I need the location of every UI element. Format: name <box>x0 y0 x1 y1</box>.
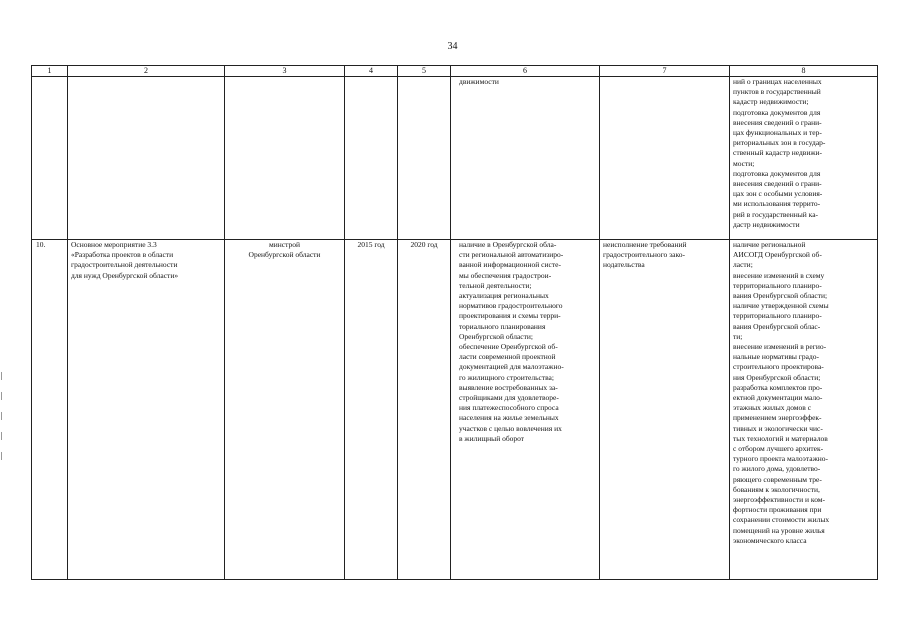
cell-event <box>68 77 225 240</box>
text-line: неисполнение требований <box>603 240 687 249</box>
page-number: 34 <box>447 41 458 52</box>
text-line: фортности проживания при <box>733 505 822 515</box>
text-line: подготовка документов для <box>733 107 821 117</box>
end-year: 2020 год <box>410 240 438 249</box>
text-line: наличие региональной <box>733 240 806 249</box>
text-line: подготовка документов для <box>733 168 821 178</box>
cell-end <box>398 240 451 580</box>
text-line: строительного проектирова- <box>733 362 824 372</box>
text-line: разработка комплектов про- <box>733 382 823 392</box>
text-line: нальные нормативы градо- <box>733 352 820 362</box>
header-col-3: 3 <box>225 66 345 77</box>
text-line: го жилищного строительства; <box>459 372 554 382</box>
header-col-2: 2 <box>68 66 225 77</box>
text-line: Основное мероприятие 3.3 <box>71 240 157 249</box>
text-line: нодательства <box>603 260 645 270</box>
text-line: АИСОГД Оренбургской об- <box>733 250 822 260</box>
header-col-4: 4 <box>345 66 398 77</box>
table-row-10 <box>32 240 878 580</box>
program-table-container <box>31 65 877 580</box>
text-line: ния платежеспособного спроса <box>459 403 559 413</box>
text-line: цах функциональных и тер- <box>733 128 822 138</box>
header-col-8: 8 <box>730 66 878 77</box>
text-line: документацией для малоэтажно- <box>459 362 564 372</box>
text-line: тых технологий и материалов <box>733 433 828 443</box>
text-line: проектирования и схемы терри- <box>459 311 561 321</box>
text-line: тивных и экологически чис- <box>733 423 823 433</box>
text-line: помещений на уровне жилья <box>733 525 825 535</box>
text-line: рий в государственный ка- <box>733 209 819 219</box>
text-line: турного проекта малоэтажно- <box>733 454 829 464</box>
text-line: ториального планирования <box>459 321 546 331</box>
text-line: тельной деятельности; <box>459 280 532 290</box>
text-line: «Разработка проектов в области <box>71 250 174 260</box>
text-line: мости; <box>733 158 755 168</box>
text-line: наличие утвержденной схемы <box>733 301 829 311</box>
text-line: нормативов градостроительного <box>459 301 563 311</box>
text-line: территориального планиро- <box>733 311 822 321</box>
text-line: ряющего современным тре- <box>733 474 822 484</box>
text-line: участков с целью вовлечения их <box>459 423 562 433</box>
text-line: минстрой <box>269 240 300 249</box>
scan-edge-marks <box>0 360 3 590</box>
text-line: пунктов в государственный <box>733 87 821 97</box>
cell-consequences <box>600 240 730 580</box>
cell-executor <box>225 77 345 240</box>
text-line: экономического класса <box>733 535 807 545</box>
text-line: ласти современной проектной <box>459 352 556 362</box>
cell-result <box>451 77 600 240</box>
text-line: внесение изменений в схему <box>733 270 825 280</box>
text-line: внесения сведений о грани- <box>733 117 822 127</box>
header-col-1: 1 <box>32 66 68 77</box>
cell-executor <box>225 240 345 580</box>
text-line: ласти; <box>733 260 753 270</box>
text-line: вания Оренбургской области; <box>733 291 828 301</box>
text-line: кадастр недвижимости; <box>733 97 809 107</box>
text-line: градостроительной деятельности <box>71 260 178 270</box>
text-line: го жилого дома, удовлетво- <box>733 464 821 474</box>
text-line: применением энергоэффек- <box>733 413 822 423</box>
text-line: выявление востребованных за- <box>459 382 558 392</box>
text-line: дастр недвижимости <box>733 219 800 229</box>
cell-start <box>345 240 398 580</box>
text-line: мы обеспечения градострои- <box>459 270 552 280</box>
text-line: ния Оренбургской области; <box>733 372 821 382</box>
cell-event <box>68 240 225 580</box>
text-line: внесения сведений о грани- <box>733 179 822 189</box>
text-line: этажных жилых домов с <box>733 403 812 413</box>
text-line: Оренбургской области <box>248 250 321 260</box>
text-line: ний о границах населенных <box>733 77 822 86</box>
text-line: с отбором лучшего архитек- <box>733 444 824 454</box>
cell-indicator-link <box>730 77 878 240</box>
cell-start <box>345 77 398 240</box>
cell-result <box>451 240 600 580</box>
text-line: в жилищный оборот <box>459 433 525 443</box>
header-col-7: 7 <box>600 66 730 77</box>
cell-indicator-link <box>730 240 878 580</box>
text-line: Оренбургской области; <box>459 331 534 341</box>
table-row-continued <box>32 77 878 240</box>
text-line: риториальных зон в государ- <box>733 138 826 148</box>
text-line: ти; <box>733 331 743 341</box>
header-col-6: 6 <box>451 66 600 77</box>
cell-consequences <box>600 77 730 240</box>
text-line: наличие в Оренбургской обла- <box>459 240 557 249</box>
text-line: сти региональной автоматизиро- <box>459 250 564 260</box>
header-col-5: 5 <box>398 66 451 77</box>
start-year: 2015 год <box>357 240 385 249</box>
cell-number <box>32 77 68 240</box>
text-line: для нужд Оренбургской области» <box>71 270 179 280</box>
text-line: цах зон с особыми условия- <box>733 189 823 199</box>
text-line: стройщиками для удовлетворе- <box>459 393 559 403</box>
text-line: населения на жилье земельных <box>459 413 559 423</box>
row-number: 10. <box>36 240 46 249</box>
text-line: актуализация региональных <box>459 291 549 301</box>
text-line: бованиям к экологичности, <box>733 484 820 494</box>
text-line: ванной информационной систе- <box>459 260 561 270</box>
text-line: вания Оренбургской облас- <box>733 321 821 331</box>
cell-number <box>32 240 68 580</box>
text-line: движимости <box>459 77 499 86</box>
program-table <box>31 65 878 580</box>
text-line: градостроительного зако- <box>603 250 685 260</box>
text-line: энергоэффективности и ком- <box>733 495 826 505</box>
text-line: ми использования террито- <box>733 199 821 209</box>
text-line: ектной документации мало- <box>733 393 823 403</box>
text-line: территориального планиро- <box>733 280 822 290</box>
text-line: внесение изменений в регио- <box>733 342 827 352</box>
cell-end <box>398 77 451 240</box>
text-line: сохранении стоимости жилых <box>733 515 830 525</box>
column-number-header-row <box>32 66 878 77</box>
text-line: обеспечение Оренбургской об- <box>459 342 558 352</box>
text-line: ственный кадастр недвижи- <box>733 148 823 158</box>
